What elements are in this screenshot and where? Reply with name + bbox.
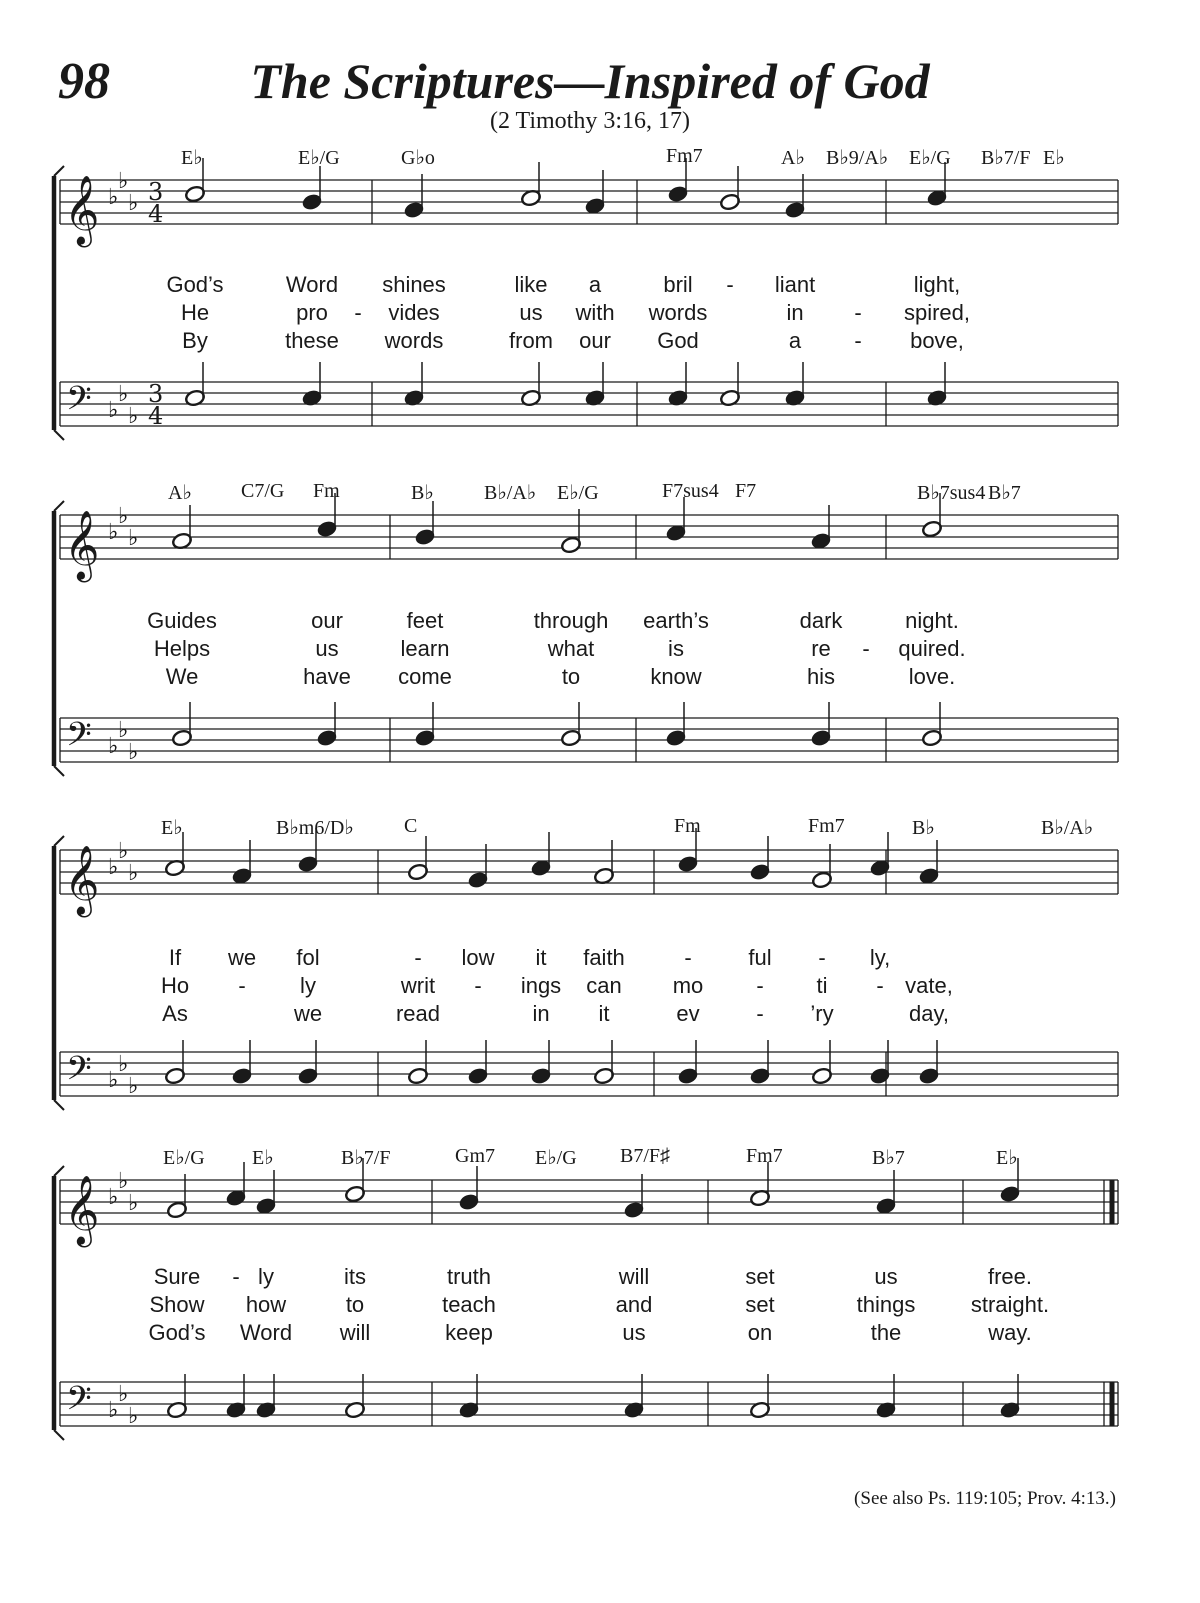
lyric-syllable: - bbox=[232, 1264, 240, 1289]
lyric-syllable: read bbox=[395, 1001, 441, 1026]
lyric-syllable: know bbox=[650, 664, 702, 689]
key-flat: ♭ bbox=[128, 404, 139, 429]
lyric-syllable: words bbox=[648, 300, 708, 325]
lyric-syllable: these bbox=[285, 328, 339, 353]
lyric-syllable: can bbox=[586, 973, 622, 998]
key-flat: ♭ bbox=[108, 734, 119, 759]
lyric-syllable: truth bbox=[446, 1264, 492, 1289]
lyric-syllable: will bbox=[618, 1264, 650, 1289]
time-signature-bottom: 4 bbox=[148, 402, 164, 430]
time-signature-top: 3 bbox=[148, 178, 164, 206]
key-flat: ♭ bbox=[118, 1169, 129, 1194]
chord-symbol: Fm7 bbox=[746, 1145, 783, 1167]
lyric-syllable: earth’s bbox=[643, 608, 709, 633]
key-flat: ♭ bbox=[108, 1068, 119, 1093]
lyric-syllable: ti bbox=[816, 973, 828, 998]
lyric-syllable: learn bbox=[400, 636, 450, 661]
chord-symbol: C7/G bbox=[241, 480, 285, 502]
key-flat: ♭ bbox=[108, 1185, 119, 1210]
chord-symbol: E♭ bbox=[161, 817, 183, 839]
lyric-syllable: - bbox=[684, 945, 692, 970]
lyric-syllable: ful bbox=[748, 945, 772, 970]
lyric-syllable: Word bbox=[239, 1320, 293, 1345]
treble-clef: 𝄞 bbox=[64, 510, 100, 580]
lyric-syllable: - bbox=[818, 945, 826, 970]
lyric-syllable: faith bbox=[583, 945, 625, 970]
chord-symbol: Gm7 bbox=[455, 1145, 495, 1167]
lyric-syllable: - bbox=[862, 636, 870, 661]
lyric-syllable: God bbox=[657, 328, 699, 353]
lyric-syllable: day, bbox=[909, 1001, 949, 1026]
lyric-syllable: a bbox=[788, 328, 802, 353]
chord-symbol: E♭ bbox=[181, 147, 203, 169]
lyric-syllable: - bbox=[726, 272, 734, 297]
lyric-syllable: from bbox=[509, 328, 553, 353]
lyric-syllable: By bbox=[182, 328, 208, 353]
lyric-syllable: a bbox=[588, 272, 602, 297]
chord-symbol: Fm7 bbox=[666, 145, 703, 167]
system-bracket bbox=[54, 836, 64, 846]
lyric-syllable: bove, bbox=[910, 328, 964, 353]
song-title: The Scriptures—Inspired of God bbox=[250, 53, 930, 109]
lyric-syllable: vides bbox=[388, 300, 440, 325]
lyric-syllable: vate, bbox=[905, 973, 953, 998]
lyric-syllable: his bbox=[806, 664, 836, 689]
lyric-syllable: our bbox=[579, 328, 611, 353]
footnote: (See also Ps. 119:105; Prov. 4:13.) bbox=[854, 1488, 1116, 1509]
lyric-syllable: ly, bbox=[869, 945, 891, 970]
lyric-syllable: with bbox=[575, 300, 615, 325]
lyric-syllable: in bbox=[786, 300, 804, 325]
lyric-syllable: bril bbox=[663, 272, 693, 297]
lyric-syllable: to bbox=[345, 1292, 365, 1317]
chord-symbol: B♭9/A♭ bbox=[826, 147, 889, 169]
lyric-syllable: us bbox=[519, 300, 543, 325]
key-flat: ♭ bbox=[108, 855, 119, 880]
lyric-syllable: - bbox=[876, 973, 884, 998]
lyric-syllable: ev bbox=[676, 1001, 700, 1026]
treble-clef: 𝄞 bbox=[64, 1175, 100, 1245]
chord-symbol: E♭/G bbox=[298, 147, 340, 169]
lyric-syllable: and bbox=[615, 1292, 653, 1317]
bass-clef: 𝄢 bbox=[66, 1380, 92, 1426]
lyric-syllable: pro bbox=[296, 300, 328, 325]
chord-symbol: E♭ bbox=[996, 1147, 1018, 1169]
key-flat: ♭ bbox=[128, 1191, 139, 1216]
lyric-syllable: feet bbox=[406, 608, 444, 633]
chord-symbol: B♭7sus4 bbox=[917, 482, 986, 504]
treble-clef: 𝄞 bbox=[64, 845, 100, 915]
lyric-syllable: words bbox=[384, 328, 444, 353]
lyric-syllable: the bbox=[870, 1320, 902, 1345]
lyric-syllable: fol bbox=[296, 945, 320, 970]
lyric-syllable: As bbox=[162, 1001, 188, 1026]
time-signature-bottom: 4 bbox=[148, 200, 164, 228]
lyric-syllable: it bbox=[535, 945, 547, 970]
system-bracket bbox=[54, 430, 64, 440]
key-flat: ♭ bbox=[118, 1382, 129, 1407]
lyric-syllable: love. bbox=[908, 664, 956, 689]
lyric-syllable: quired. bbox=[898, 636, 966, 661]
key-flat: ♭ bbox=[108, 520, 119, 545]
chord-symbol: E♭/G bbox=[163, 1147, 205, 1169]
chord-symbol: B♭7/F bbox=[341, 1147, 391, 1169]
scripture-reference: (2 Timothy 3:16, 17) bbox=[489, 108, 691, 134]
lyric-syllable: how bbox=[245, 1292, 287, 1317]
lyric-syllable: night. bbox=[905, 608, 959, 633]
bass-clef: 𝄢 bbox=[66, 716, 92, 762]
lyric-syllable: to bbox=[561, 664, 581, 689]
chord-symbol: E♭/G bbox=[909, 147, 951, 169]
treble-clef: 𝄞 bbox=[64, 175, 100, 245]
chord-symbol: Fm7 bbox=[808, 815, 845, 837]
lyric-syllable: things bbox=[856, 1292, 916, 1317]
key-flat: ♭ bbox=[108, 1398, 119, 1423]
lyric-syllable: shines bbox=[382, 272, 446, 297]
lyric-syllable: is bbox=[668, 636, 684, 661]
key-flat: ♭ bbox=[118, 839, 129, 864]
system-bracket bbox=[54, 1166, 64, 1176]
key-flat: ♭ bbox=[118, 382, 129, 407]
bass-clef: 𝄢 bbox=[66, 380, 92, 426]
lyric-syllable: Show bbox=[149, 1292, 205, 1317]
lyric-syllable: Helps bbox=[153, 636, 211, 661]
lyric-syllable: have bbox=[303, 664, 351, 689]
lyric-syllable: low bbox=[461, 945, 495, 970]
lyric-syllable: If bbox=[168, 945, 182, 970]
chord-symbol: E♭/G bbox=[557, 482, 599, 504]
lyric-syllable: way. bbox=[988, 1320, 1032, 1345]
key-flat: ♭ bbox=[128, 526, 139, 551]
chord-symbol: Fm bbox=[313, 480, 340, 502]
lyric-syllable: He bbox=[180, 300, 210, 325]
key-flat: ♭ bbox=[128, 1074, 139, 1099]
chord-symbol: F7 bbox=[735, 480, 757, 502]
lyric-syllable: in bbox=[532, 1001, 550, 1026]
key-flat: ♭ bbox=[118, 1052, 129, 1077]
lyric-syllable: us bbox=[622, 1320, 646, 1345]
lyric-syllable: mo bbox=[672, 973, 704, 998]
lyric-syllable: its bbox=[344, 1264, 366, 1289]
lyric-syllable: - bbox=[474, 973, 482, 998]
system-bracket bbox=[54, 1100, 64, 1110]
lyric-syllable: we bbox=[293, 1001, 323, 1026]
lyric-syllable: God’s bbox=[166, 272, 224, 297]
lyric-syllable: like bbox=[514, 272, 548, 297]
lyric-syllable: it bbox=[598, 1001, 610, 1026]
chord-symbol: A♭ bbox=[168, 482, 192, 504]
chord-symbol: B♭/A♭ bbox=[1041, 817, 1094, 839]
lyric-syllable: free. bbox=[987, 1264, 1033, 1289]
lyric-syllable: on bbox=[747, 1320, 773, 1345]
lyric-syllable: our bbox=[311, 608, 343, 633]
chord-symbol: B♭7 bbox=[988, 482, 1021, 504]
chord-symbol: A♭ bbox=[781, 147, 805, 169]
lyric-syllable: will bbox=[339, 1320, 371, 1345]
key-flat: ♭ bbox=[128, 191, 139, 216]
lyric-syllable: ings bbox=[520, 973, 562, 998]
lyric-syllable: - bbox=[854, 328, 862, 353]
lyric-syllable: come bbox=[398, 664, 452, 689]
lyric-syllable: set bbox=[745, 1264, 775, 1289]
key-flat: ♭ bbox=[128, 861, 139, 886]
lyric-syllable: spired, bbox=[903, 300, 971, 325]
chord-symbol: E♭ bbox=[1043, 147, 1065, 169]
lyric-syllable: light, bbox=[913, 272, 961, 297]
chord-symbol: B♭7 bbox=[872, 1147, 905, 1169]
chord-symbol: E♭ bbox=[252, 1147, 274, 1169]
lyric-syllable: teach bbox=[442, 1292, 496, 1317]
lyric-syllable: keep bbox=[445, 1320, 493, 1345]
lyric-syllable: - bbox=[238, 973, 246, 998]
lyric-syllable: through bbox=[533, 608, 609, 633]
system-bracket bbox=[54, 1430, 64, 1440]
chord-symbol: B♭7/F bbox=[981, 147, 1031, 169]
lyric-syllable: ly bbox=[300, 973, 316, 998]
song-number: 98 bbox=[58, 53, 110, 110]
lyric-syllable: We bbox=[165, 664, 199, 689]
lyric-syllable: ly bbox=[258, 1264, 274, 1289]
lyric-syllable: liant bbox=[774, 272, 816, 297]
chord-symbol: Fm bbox=[674, 815, 701, 837]
chord-symbol: G♭o bbox=[401, 147, 435, 169]
lyric-syllable: - bbox=[756, 973, 764, 998]
bass-clef: 𝄢 bbox=[66, 1050, 92, 1096]
lyric-syllable: straight. bbox=[970, 1292, 1050, 1317]
key-flat: ♭ bbox=[118, 169, 129, 194]
lyric-syllable: - bbox=[414, 945, 422, 970]
chord-symbol: B♭/A♭ bbox=[484, 482, 537, 504]
chord-symbol: B♭m6/D♭ bbox=[276, 817, 354, 839]
lyric-syllable: what bbox=[547, 636, 595, 661]
lyric-syllable: dark bbox=[799, 608, 843, 633]
key-flat: ♭ bbox=[108, 185, 119, 210]
system-bracket bbox=[54, 501, 64, 511]
time-signature-top: 3 bbox=[148, 380, 164, 408]
lyric-syllable: set bbox=[745, 1292, 775, 1317]
lyric-syllable: ’ry bbox=[810, 1001, 834, 1026]
lyric-syllable: Ho bbox=[160, 973, 190, 998]
lyric-syllable: God’s bbox=[148, 1320, 206, 1345]
lyric-syllable: re bbox=[811, 636, 831, 661]
chord-symbol: E♭/G bbox=[535, 1147, 577, 1169]
system-bracket bbox=[54, 166, 64, 176]
lyric-syllable: Word bbox=[285, 272, 339, 297]
lyric-syllable: Guides bbox=[147, 608, 217, 633]
lyric-syllable: - bbox=[854, 300, 862, 325]
lyric-syllable: us bbox=[874, 1264, 898, 1289]
key-flat: ♭ bbox=[108, 398, 119, 423]
chord-symbol: F7sus4 bbox=[662, 480, 719, 502]
key-flat: ♭ bbox=[118, 504, 129, 529]
lyric-syllable: - bbox=[354, 300, 362, 325]
lyric-syllable: Sure bbox=[153, 1264, 201, 1289]
chord-symbol: B♭ bbox=[912, 817, 935, 839]
key-flat: ♭ bbox=[128, 1404, 139, 1429]
key-flat: ♭ bbox=[128, 740, 139, 765]
lyric-syllable: - bbox=[756, 1001, 764, 1026]
lyric-syllable: us bbox=[315, 636, 339, 661]
chord-symbol: B♭ bbox=[411, 482, 434, 504]
system-bracket bbox=[54, 766, 64, 776]
chord-symbol: C bbox=[404, 815, 418, 837]
lyric-syllable: we bbox=[227, 945, 257, 970]
chord-symbol: B7/F♯ bbox=[620, 1145, 671, 1167]
key-flat: ♭ bbox=[118, 718, 129, 743]
lyric-syllable: writ bbox=[400, 973, 436, 998]
